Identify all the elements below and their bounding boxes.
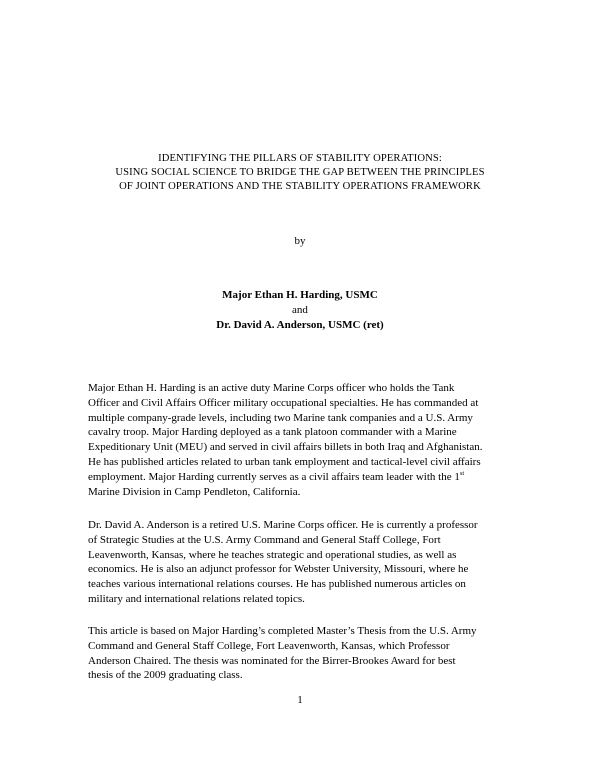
bio2-line: Leavenworth, Kansas, where he teaches strategic and operational studies, as well as — [88, 548, 457, 561]
author-2: Dr. David A. Anderson, USMC (ret) — [216, 319, 384, 331]
bio2-line: economics. He is also an adjunct professor for Webster University, Missouri, where he — [88, 563, 469, 576]
author-1-biography — [88, 381, 518, 499]
document-title — [60, 152, 540, 194]
bio2-line: of Strategic Studies at the U.S. Army Command and General Staff College, Fort — [88, 533, 441, 546]
title-line-2: USING SOCIAL SCIENCE TO BRIDGE THE GAP BETWEEN THE PRINCIPLES — [115, 167, 485, 178]
bio1-line: Expeditionary Unit (MEU) and served in civil affairs billets in both Iraq and Afghanistan. — [88, 441, 483, 454]
bio1-line: multiple company-grade levels, including two Marine tank companies and a U.S. Army — [88, 411, 473, 424]
bio2-line: military and international relations related topics. — [88, 592, 305, 605]
note-line: Command and General Staff College, Fort Leavenworth, Kansas, which Professor — [88, 639, 450, 652]
title-line-1: IDENTIFYING THE PILLARS OF STABILITY OPERATIONS: — [158, 153, 442, 164]
bio1-line-with-superscript — [88, 470, 518, 485]
author-2-biography — [88, 518, 518, 607]
article-note — [88, 624, 518, 683]
bio2-line: teaches various international relations courses. He has published numerous articles on — [88, 578, 466, 591]
note-line: Anderson Chaired. The thesis was nominated for the Birrer-Brookes Award for best — [88, 654, 456, 667]
ordinal-superscript: st — [459, 469, 465, 477]
bio1-line: He has published articles related to urban tank employment and tactical-level civil affairs — [88, 455, 481, 468]
bio1-line: cavalry troop. Major Harding deployed as a tank platoon commander with a Marine — [88, 426, 457, 439]
bio1-line: Officer and Civil Affairs Officer military occupational specialties. He has commanded at — [88, 396, 479, 409]
by-line: by — [294, 235, 306, 247]
bio1-line: Marine Division in Camp Pendleton, California. — [88, 485, 301, 498]
page-number: 1 — [297, 694, 303, 706]
bio1-line-text: employment. Major Harding currently serves as a civil affairs team leader with the 1 — [88, 470, 460, 483]
note-line: thesis of the 2009 graduating class. — [88, 669, 243, 682]
authors-block — [0, 288, 600, 333]
author-1: Major Ethan H. Harding, USMC — [222, 289, 378, 301]
bio2-line: Dr. David A. Anderson is a retired U.S. Marine Corps officer. He is currently a professor — [88, 519, 478, 531]
title-line-3: OF JOINT OPERATIONS AND THE STABILITY OPERATIONS FRAMEWORK — [119, 181, 481, 192]
note-line: This article is based on Major Harding’s completed Master’s Thesis from the U.S. Army — [88, 625, 477, 637]
author-conjunction: and — [292, 304, 308, 316]
bio1-line: Major Ethan H. Harding is an active duty Marine Corps officer who holds the Tank — [88, 382, 455, 394]
